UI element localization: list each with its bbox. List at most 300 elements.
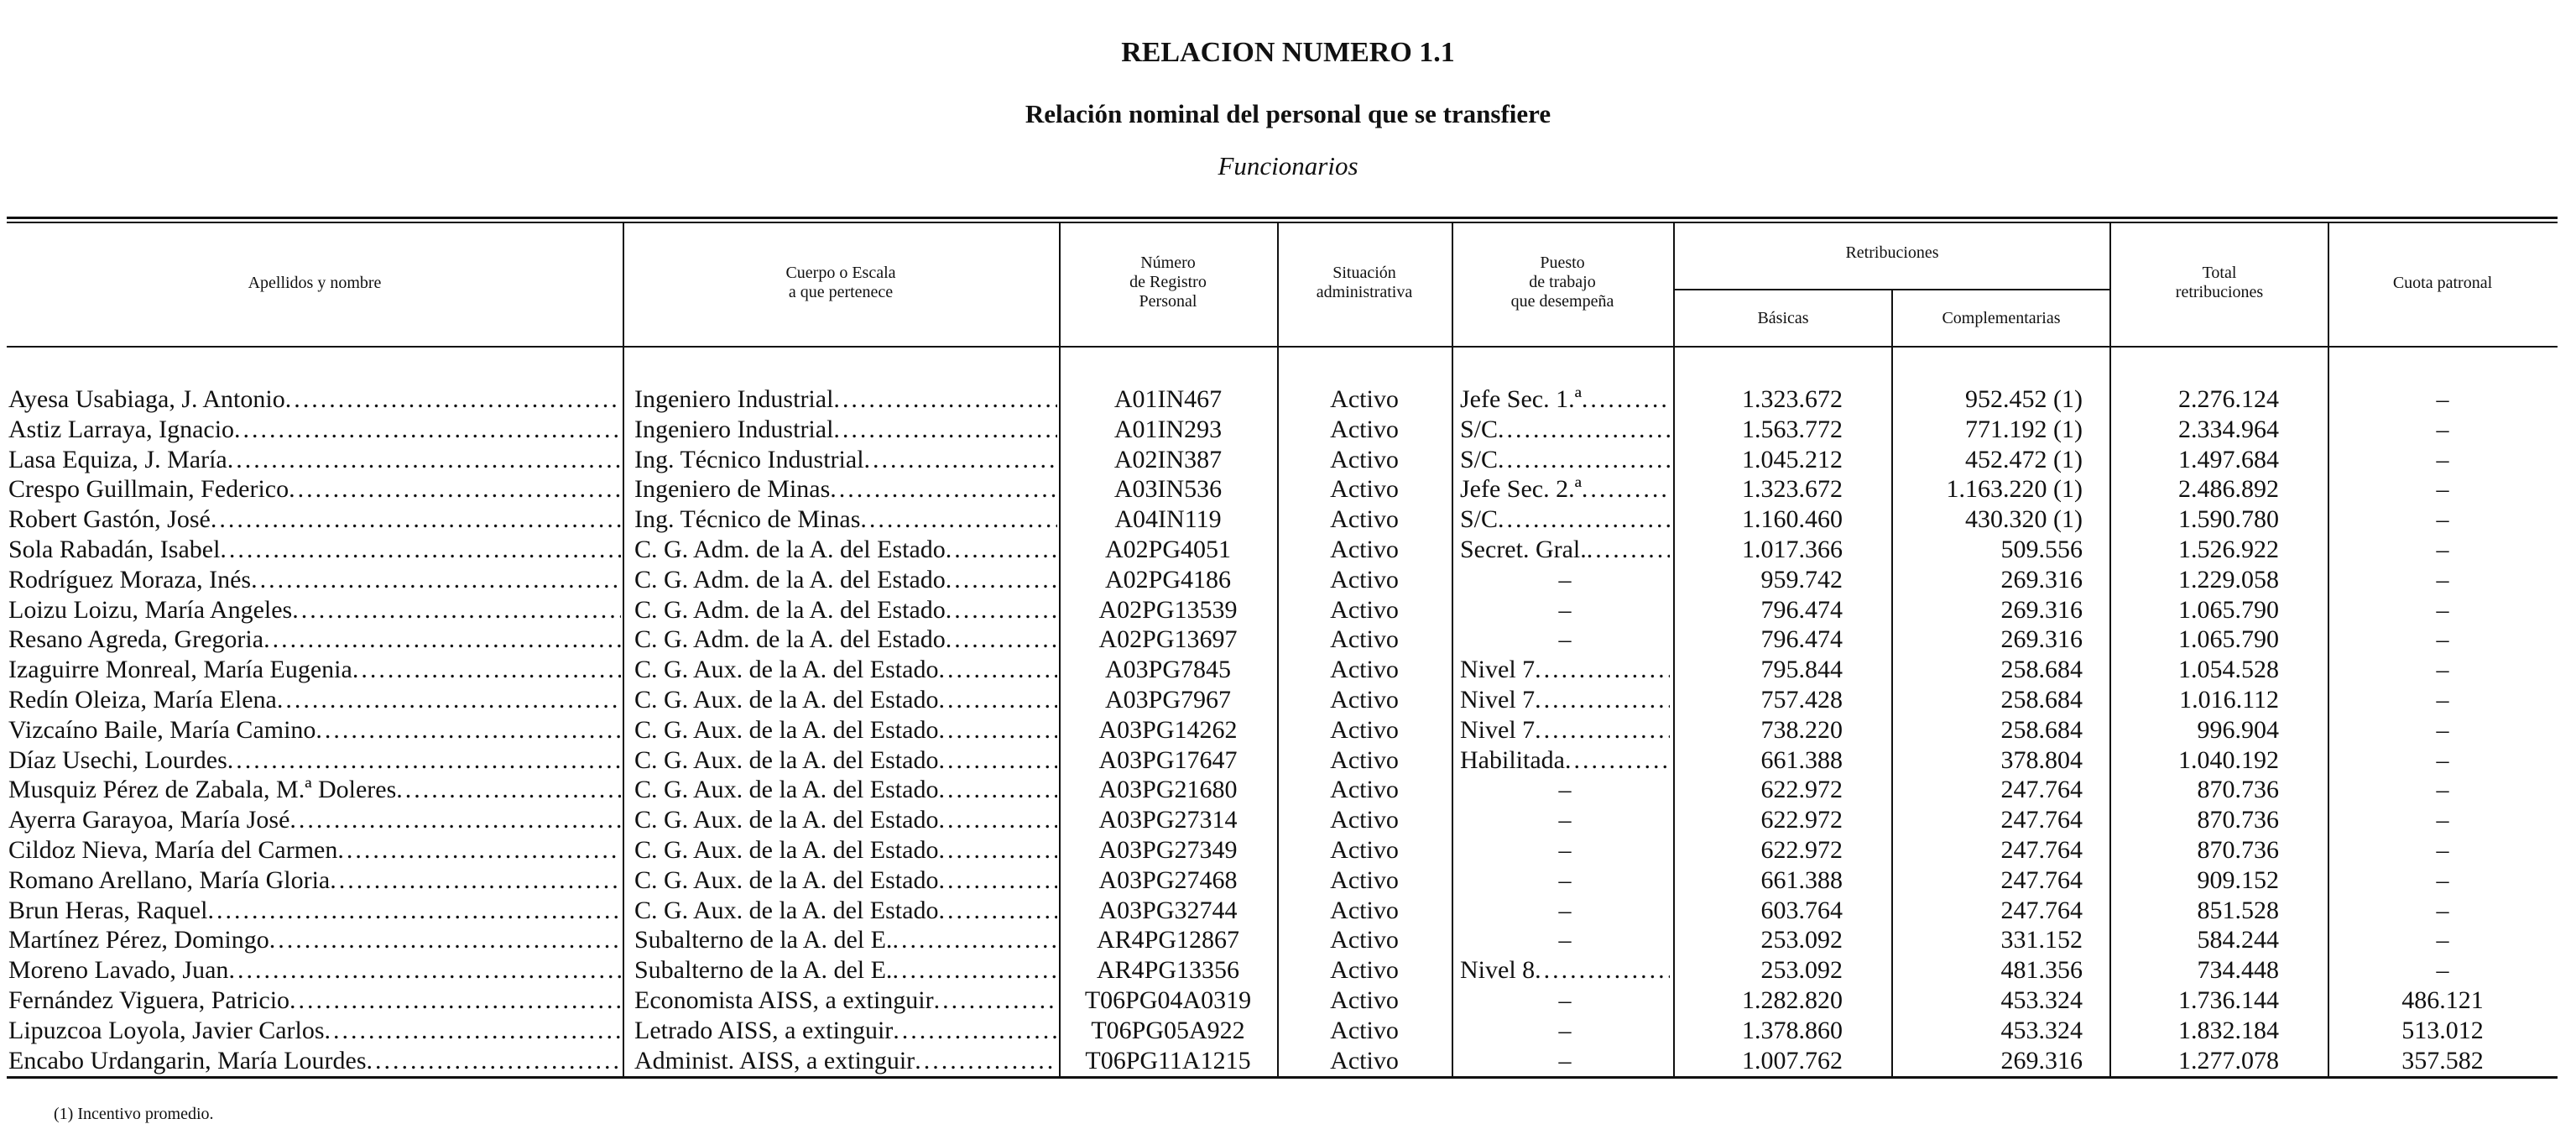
cell-total: 1.016.112 xyxy=(2179,685,2279,714)
cell-cuerpo xyxy=(634,805,1057,835)
column-situacion xyxy=(1279,384,1450,1075)
cell-basicas: 661.388 xyxy=(1760,865,1843,894)
cell-cuerpo xyxy=(634,835,1057,865)
header-cuota xyxy=(2329,274,2556,293)
dot-leader xyxy=(893,1016,1057,1046)
cell-puesto xyxy=(1460,474,1670,505)
cell-cuerpo-text: Ing. Técnico de Minas xyxy=(634,505,861,534)
cell-cuota: – xyxy=(2436,776,2449,804)
cell-nombre xyxy=(8,715,621,745)
cell-cuerpo-text: Letrado AISS, a extinguir xyxy=(634,1016,894,1044)
dot-leader xyxy=(1587,535,1670,565)
cell-nombre xyxy=(8,474,621,505)
cell-complementarias: 269.316 xyxy=(2000,1046,2083,1074)
cell-nombre-text: Resano Agreda, Gregoria xyxy=(8,625,264,654)
header-bottom-rule xyxy=(7,346,2558,348)
cell-complementarias: 481.356 xyxy=(2000,956,2083,985)
cell-total: 851.528 xyxy=(2197,896,2279,924)
cell-complementarias: 452.472 (1) xyxy=(1965,445,2083,473)
cell-basicas: 1.282.820 xyxy=(1742,986,1843,1014)
cell-cuerpo-text: Ingeniero Industrial xyxy=(634,385,834,413)
dot-leader xyxy=(1535,715,1670,745)
dot-leader xyxy=(1535,685,1670,715)
cell-cuerpo-text: C. G. Aux. de la A. del Estado xyxy=(634,715,939,744)
cell-basicas: 622.972 xyxy=(1760,806,1843,834)
header-registro-line2: de Registro xyxy=(1129,273,1207,291)
cell-registro: A03PG21680 xyxy=(1098,776,1238,804)
dot-leader xyxy=(938,835,1057,865)
cell-puesto: – xyxy=(1558,625,1572,654)
column-cuerpo xyxy=(634,384,1057,1075)
cell-puesto-text: S/C xyxy=(1460,445,1499,473)
column-nombre xyxy=(8,384,621,1075)
dot-leader xyxy=(325,1016,621,1046)
header-complementarias xyxy=(1893,309,2109,328)
cell-situacion: Activo xyxy=(1330,715,1399,744)
cell-complementarias: 247.764 xyxy=(2000,806,2083,834)
cell-cuota: 486.121 xyxy=(2401,986,2484,1014)
dot-leader xyxy=(1498,445,1670,475)
cell-cuota: – xyxy=(2436,956,2449,985)
col-divider-4 xyxy=(1452,222,1453,1076)
cell-registro: T06PG05A922 xyxy=(1091,1016,1245,1044)
cell-puesto: – xyxy=(1558,986,1572,1014)
cell-complementarias: 247.764 xyxy=(2000,865,2083,894)
cell-nombre-text: Ayerra Garayoa, María José xyxy=(8,806,290,834)
cell-registro: A02IN387 xyxy=(1113,445,1223,473)
cell-total: 2.334.964 xyxy=(2178,415,2279,443)
cell-puesto xyxy=(1460,655,1670,685)
cell-cuota: – xyxy=(2436,565,2449,593)
cell-total: 909.152 xyxy=(2197,865,2279,894)
dot-leader xyxy=(269,925,621,955)
cell-nombre-text: Díaz Usechi, Lourdes xyxy=(8,745,227,774)
cell-situacion: Activo xyxy=(1330,685,1399,714)
dot-leader xyxy=(938,655,1057,685)
cell-nombre-text: Musquiz Pérez de Zabala, M.ª Doleres xyxy=(8,776,397,804)
dot-leader xyxy=(892,925,1057,955)
cell-nombre-text: Martínez Pérez, Domingo xyxy=(8,926,269,954)
cell-situacion: Activo xyxy=(1330,385,1399,413)
cell-total: 996.904 xyxy=(2197,715,2279,744)
cell-puesto xyxy=(1460,415,1670,445)
dot-leader xyxy=(946,595,1057,625)
cell-complementarias: 952.452 (1) xyxy=(1965,385,2083,413)
dot-leader xyxy=(396,775,621,805)
cell-cuerpo xyxy=(634,474,1057,505)
dot-leader xyxy=(1582,474,1670,505)
cell-basicas: 1.323.672 xyxy=(1742,385,1843,413)
cell-cuerpo xyxy=(634,595,1057,625)
table-bottom-rule xyxy=(7,1076,2558,1079)
header-retribuciones-label: Retribuciones xyxy=(1845,243,1939,262)
cell-puesto xyxy=(1460,505,1670,535)
cell-cuota: – xyxy=(2436,535,2449,563)
cell-situacion: Activo xyxy=(1330,505,1399,534)
cell-basicas: 1.323.672 xyxy=(1742,475,1843,504)
dot-leader xyxy=(228,955,621,986)
cell-cuerpo xyxy=(634,986,1057,1016)
cell-nombre xyxy=(8,415,621,445)
dot-leader xyxy=(352,655,621,685)
cell-nombre xyxy=(8,835,621,865)
cell-nombre xyxy=(8,384,621,415)
cell-total: 1.054.528 xyxy=(2178,656,2279,684)
cell-cuerpo-text: C. G. Aux. de la A. del Estado xyxy=(634,745,939,774)
cell-complementarias: 378.804 xyxy=(2000,745,2083,774)
cell-complementarias: 509.556 xyxy=(2000,535,2083,563)
cell-total: 584.244 xyxy=(2197,926,2279,954)
dot-leader xyxy=(946,565,1057,595)
cell-situacion: Activo xyxy=(1330,565,1399,593)
dot-leader xyxy=(289,805,621,835)
cell-basicas: 795.844 xyxy=(1760,656,1843,684)
header-registro xyxy=(1061,254,1275,311)
dot-leader xyxy=(337,835,621,865)
header-total-line2: retribuciones xyxy=(2175,283,2264,301)
cell-puesto xyxy=(1460,384,1670,415)
cell-nombre xyxy=(8,865,621,896)
cell-cuerpo xyxy=(634,445,1057,475)
cell-complementarias: 258.684 xyxy=(2000,715,2083,744)
col-divider-1 xyxy=(623,222,624,1076)
dot-leader xyxy=(234,415,621,445)
cell-puesto: – xyxy=(1558,926,1572,954)
cell-complementarias: 453.324 xyxy=(2000,986,2083,1014)
cell-nombre-text: Brun Heras, Raquel xyxy=(8,896,208,924)
cell-basicas: 796.474 xyxy=(1760,625,1843,654)
header-basicas-label: Básicas xyxy=(1757,309,1809,327)
cell-cuota: – xyxy=(2436,595,2449,624)
cell-cuerpo-text: Administ. AISS, a extinguir xyxy=(634,1046,915,1074)
cell-registro: A01IN293 xyxy=(1113,415,1223,443)
header-puesto-line2: de trabajo xyxy=(1529,273,1596,291)
cell-puesto: – xyxy=(1558,1016,1572,1044)
cell-cuota: – xyxy=(2436,475,2449,504)
cell-cuerpo-text: C. G. Aux. de la A. del Estado xyxy=(634,776,939,804)
cell-registro: A03PG27314 xyxy=(1098,806,1238,834)
dot-leader xyxy=(938,896,1057,926)
cell-cuerpo xyxy=(634,745,1057,776)
cell-cuota: – xyxy=(2436,415,2449,443)
cell-registro: A03PG7845 xyxy=(1104,656,1231,684)
cell-registro: AR4PG13356 xyxy=(1096,956,1240,985)
cell-puesto xyxy=(1460,745,1670,776)
cell-basicas: 622.972 xyxy=(1760,835,1843,864)
dot-leader xyxy=(892,955,1057,986)
cell-nombre-text: Vizcaíno Baile, María Camino xyxy=(8,715,316,744)
cell-basicas: 738.220 xyxy=(1760,715,1843,744)
cell-nombre-text: Sola Rabadán, Isabel xyxy=(8,535,221,563)
cell-complementarias: 247.764 xyxy=(2000,835,2083,864)
dot-leader xyxy=(946,535,1057,565)
cell-cuerpo xyxy=(634,1046,1057,1076)
dot-leader xyxy=(315,715,621,745)
header-complementarias-label: Complementarias xyxy=(1942,309,2061,327)
cell-cuerpo xyxy=(634,535,1057,565)
cell-total: 1.590.780 xyxy=(2178,505,2279,534)
cell-nombre xyxy=(8,775,621,805)
cell-basicas: 796.474 xyxy=(1760,595,1843,624)
footnote: (1) Incentivo promedio. xyxy=(54,1105,214,1123)
cell-puesto xyxy=(1460,955,1670,986)
cell-nombre-text: Lipuzcoa Loyola, Javier Carlos xyxy=(8,1016,325,1044)
header-puesto-line1: Puesto xyxy=(1540,254,1585,272)
cell-complementarias: 258.684 xyxy=(2000,656,2083,684)
cell-complementarias: 1.163.220 (1) xyxy=(1946,475,2083,504)
dot-leader xyxy=(938,775,1057,805)
cell-puesto-text: Jefe Sec. 1.ª xyxy=(1460,385,1582,413)
dot-leader xyxy=(946,625,1057,655)
cell-puesto-text: S/C xyxy=(1460,505,1499,534)
cell-cuerpo-text: Economista AISS, a extinguir xyxy=(634,986,934,1014)
cell-basicas: 1.378.860 xyxy=(1742,1016,1843,1044)
dot-leader xyxy=(292,595,621,625)
cell-total: 1.065.790 xyxy=(2178,595,2279,624)
header-puesto-line3: que desempeña xyxy=(1510,292,1614,311)
column-puesto xyxy=(1460,384,1670,1075)
dot-leader xyxy=(860,505,1057,535)
cell-puesto-text: Nivel 7 xyxy=(1460,685,1536,714)
cell-nombre-text: Romano Arellano, María Gloria xyxy=(8,865,331,894)
cell-registro: A02PG13697 xyxy=(1098,625,1238,654)
cell-situacion: Activo xyxy=(1330,625,1399,654)
cell-total: 870.736 xyxy=(2197,835,2279,864)
cell-puesto: – xyxy=(1558,835,1572,864)
cell-registro: AR4PG12867 xyxy=(1096,926,1240,954)
cell-complementarias: 269.316 xyxy=(2000,565,2083,593)
cell-nombre-text: Loizu Loizu, María Angeles xyxy=(8,595,293,624)
cell-nombre-text: Rodríguez Moraza, Inés xyxy=(8,565,252,593)
cell-complementarias: 453.324 xyxy=(2000,1016,2083,1044)
dot-leader xyxy=(833,415,1057,445)
cell-cuerpo-text: Ing. Técnico Industrial xyxy=(634,445,864,473)
cell-nombre xyxy=(8,1046,621,1076)
dot-leader xyxy=(833,384,1057,415)
dot-leader xyxy=(220,535,621,565)
cell-nombre xyxy=(8,535,621,565)
dot-leader xyxy=(938,715,1057,745)
header-nombre xyxy=(8,274,621,293)
cell-nombre-text: Ayesa Usabiaga, J. Antonio xyxy=(8,385,285,413)
header-cuerpo xyxy=(624,264,1057,302)
cell-situacion: Activo xyxy=(1330,956,1399,985)
cell-basicas: 622.972 xyxy=(1760,776,1843,804)
cell-situacion: Activo xyxy=(1330,745,1399,774)
cell-puesto xyxy=(1460,685,1670,715)
dot-leader xyxy=(1582,384,1670,415)
cell-total: 870.736 xyxy=(2197,776,2279,804)
cell-puesto: – xyxy=(1558,595,1572,624)
dot-leader xyxy=(1498,415,1670,445)
cell-puesto: – xyxy=(1558,865,1572,894)
cell-puesto-text: Nivel 8 xyxy=(1460,956,1536,985)
cell-total: 870.736 xyxy=(2197,806,2279,834)
header-retribuciones xyxy=(1675,243,2109,263)
cell-registro: A02PG4051 xyxy=(1104,535,1231,563)
dot-leader xyxy=(830,474,1057,505)
cell-puesto: – xyxy=(1558,896,1572,924)
header-cuerpo-line1: Cuerpo o Escala xyxy=(785,264,896,282)
cell-nombre-text: Robert Gastón, José xyxy=(8,505,211,534)
cell-cuerpo-text: C. G. Aux. de la A. del Estado xyxy=(634,865,939,894)
cell-registro: A03PG14262 xyxy=(1098,715,1238,744)
cell-situacion: Activo xyxy=(1330,776,1399,804)
header-situacion xyxy=(1279,264,1450,302)
header-total-line1: Total xyxy=(2202,264,2237,282)
cell-total: 1.229.058 xyxy=(2178,565,2279,593)
document-title: RELACION NUMERO 1.1 xyxy=(1121,37,1455,68)
dot-leader xyxy=(938,685,1057,715)
cell-basicas: 1.160.460 xyxy=(1742,505,1843,534)
header-registro-line1: Número xyxy=(1140,254,1196,272)
cell-cuota: – xyxy=(2436,625,2449,654)
cell-complementarias: 771.192 (1) xyxy=(1965,415,2083,443)
cell-cuerpo-text: C. G. Adm. de la A. del Estado xyxy=(634,565,946,593)
cell-cuerpo-text: Ingeniero de Minas xyxy=(634,475,831,504)
cell-cuerpo-text: C. G. Aux. de la A. del Estado xyxy=(634,806,939,834)
dot-leader xyxy=(227,745,621,776)
cell-cuerpo xyxy=(634,565,1057,595)
cell-cuerpo xyxy=(634,685,1057,715)
cell-puesto: – xyxy=(1558,565,1572,593)
cell-situacion: Activo xyxy=(1330,415,1399,443)
header-situacion-line2: administrativa xyxy=(1316,283,1413,301)
header-cuota-label: Cuota patronal xyxy=(2392,274,2493,292)
cell-cuerpo xyxy=(634,955,1057,986)
table-top-rule-1 xyxy=(7,217,2558,219)
cell-registro: A03PG7967 xyxy=(1104,685,1231,714)
cell-nombre xyxy=(8,745,621,776)
cell-cuerpo xyxy=(634,775,1057,805)
header-total xyxy=(2111,264,2328,302)
dot-leader xyxy=(1498,505,1670,535)
cell-cuota: – xyxy=(2436,745,2449,774)
cell-basicas: 959.742 xyxy=(1760,565,1843,593)
cell-nombre-text: Lasa Equiza, J. María xyxy=(8,445,227,473)
cell-complementarias: 269.316 xyxy=(2000,625,2083,654)
dot-leader xyxy=(289,474,621,505)
dot-leader xyxy=(227,445,621,475)
cell-nombre xyxy=(8,1016,621,1046)
cell-basicas: 253.092 xyxy=(1760,926,1843,954)
cell-total: 1.065.790 xyxy=(2178,625,2279,654)
cell-complementarias: 258.684 xyxy=(2000,685,2083,714)
cell-cuerpo-text: C. G. Aux. de la A. del Estado xyxy=(634,835,939,864)
cell-registro: A03PG27468 xyxy=(1098,865,1238,894)
cell-nombre xyxy=(8,955,621,986)
cell-situacion: Activo xyxy=(1330,865,1399,894)
cell-total: 734.448 xyxy=(2197,956,2279,985)
dot-leader xyxy=(367,1046,621,1076)
column-cuota xyxy=(2329,384,2556,1075)
cell-nombre xyxy=(8,565,621,595)
column-basicas xyxy=(1675,384,1843,1075)
cell-puesto: – xyxy=(1558,806,1572,834)
cell-situacion: Activo xyxy=(1330,535,1399,563)
cell-nombre-text: Izaguirre Monreal, María Eugenia xyxy=(8,656,352,684)
cell-cuerpo-text: C. G. Adm. de la A. del Estado xyxy=(634,595,946,624)
header-nombre-label: Apellidos y nombre xyxy=(248,274,382,292)
dot-leader xyxy=(1565,745,1670,776)
cell-nombre xyxy=(8,805,621,835)
cell-situacion: Activo xyxy=(1330,656,1399,684)
cell-registro: A03IN536 xyxy=(1113,475,1223,504)
cell-cuota: – xyxy=(2436,656,2449,684)
dot-leader xyxy=(211,505,621,535)
cell-complementarias: 247.764 xyxy=(2000,776,2083,804)
cell-situacion: Activo xyxy=(1330,806,1399,834)
cell-complementarias: 247.764 xyxy=(2000,896,2083,924)
dot-leader xyxy=(938,805,1057,835)
cell-registro: A03PG32744 xyxy=(1098,896,1238,924)
dot-leader xyxy=(938,865,1057,896)
cell-basicas: 1.017.366 xyxy=(1742,535,1843,563)
header-puesto xyxy=(1453,254,1671,311)
cell-situacion: Activo xyxy=(1330,896,1399,924)
dot-leader xyxy=(251,565,621,595)
cell-nombre-text: Redín Oleiza, María Elena xyxy=(8,685,277,714)
cell-cuerpo-text: C. G. Aux. de la A. del Estado xyxy=(634,896,939,924)
header-cuerpo-line2: a que pertenece xyxy=(788,283,894,301)
cell-cuota: – xyxy=(2436,896,2449,924)
cell-situacion: Activo xyxy=(1330,835,1399,864)
header-basicas xyxy=(1675,309,1891,328)
cell-cuerpo xyxy=(634,625,1057,655)
dot-leader xyxy=(915,1046,1057,1076)
cell-cuota: – xyxy=(2436,865,2449,894)
dot-leader xyxy=(277,685,621,715)
table-top-rule-2 xyxy=(7,222,2558,223)
dot-leader xyxy=(1535,655,1670,685)
cell-complementarias: 331.152 xyxy=(2000,926,2083,954)
cell-registro: A01IN467 xyxy=(1113,385,1223,413)
cell-puesto-text: S/C xyxy=(1460,415,1499,443)
cell-registro: A04IN119 xyxy=(1114,505,1222,534)
cell-total: 2.276.124 xyxy=(2178,385,2279,413)
cell-nombre xyxy=(8,925,621,955)
cell-situacion: Activo xyxy=(1330,445,1399,473)
cell-cuota: – xyxy=(2436,806,2449,834)
cell-cuerpo-text: Subalterno de la A. del E. xyxy=(634,926,893,954)
cell-cuerpo-text: C. G. Adm. de la A. del Estado xyxy=(634,625,946,654)
cell-nombre-text: Moreno Lavado, Juan xyxy=(8,956,229,985)
cell-nombre-text: Cildoz Nieva, María del Carmen xyxy=(8,835,338,864)
cell-cuota: – xyxy=(2436,445,2449,473)
cell-cuota: – xyxy=(2436,685,2449,714)
document-subtitle: Relación nominal del personal que se transfiere xyxy=(1025,99,1551,128)
cell-nombre xyxy=(8,445,621,475)
cell-puesto-text: Jefe Sec. 2.ª xyxy=(1460,475,1582,504)
cell-registro: A02PG4186 xyxy=(1104,565,1231,593)
cell-basicas: 661.388 xyxy=(1760,745,1843,774)
dot-leader xyxy=(289,986,621,1016)
dot-leader xyxy=(285,384,621,415)
dot-leader xyxy=(263,625,621,655)
cell-puesto-text: Secret. Gral. xyxy=(1460,535,1587,563)
cell-cuota: – xyxy=(2436,715,2449,744)
cell-cuerpo-text: C. G. Adm. de la A. del Estado xyxy=(634,535,946,563)
dot-leader xyxy=(1535,955,1670,986)
cell-nombre xyxy=(8,896,621,926)
dot-leader xyxy=(330,865,621,896)
cell-nombre xyxy=(8,625,621,655)
cell-situacion: Activo xyxy=(1330,1046,1399,1074)
cell-situacion: Activo xyxy=(1330,1016,1399,1044)
dot-leader xyxy=(864,445,1057,475)
dot-leader xyxy=(938,745,1057,776)
cell-situacion: Activo xyxy=(1330,926,1399,954)
